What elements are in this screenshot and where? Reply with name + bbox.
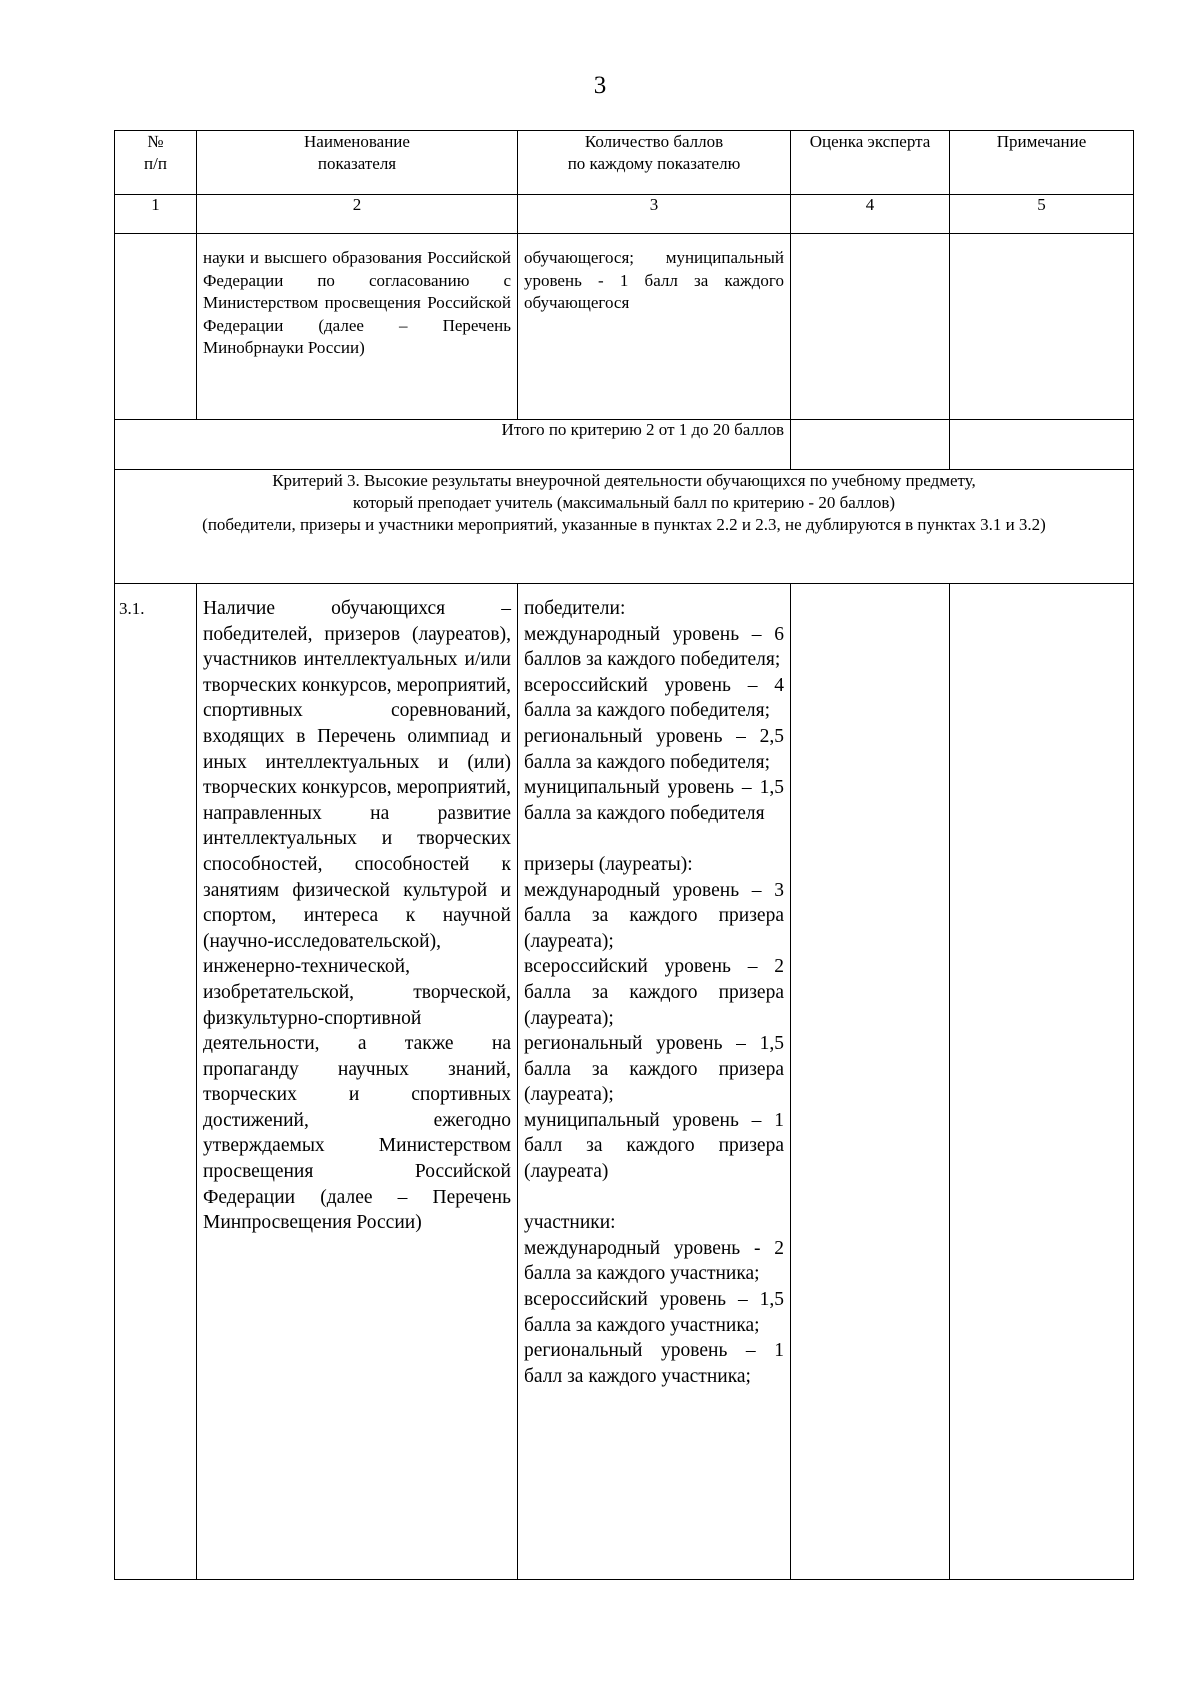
winners-title: победители: <box>524 598 626 619</box>
total-expert-cell <box>791 420 950 470</box>
header-number: № п/п <box>115 131 197 195</box>
column-numbers-row <box>115 195 1134 234</box>
participants-international: международный уровень - 2 балла за каждого участника; <box>524 1237 784 1285</box>
winners-regional: региональный уровень – 2,5 балла за каждого победителя; <box>524 725 784 773</box>
total-row <box>115 420 1134 470</box>
header-points: Количество баллов по каждому показателю <box>518 131 791 195</box>
prizewinners-regional: региональный уровень – 1,5 балла за каждого призера (лауреата); <box>524 1033 784 1106</box>
winners-national: всероссийский уровень – 4 балла за каждого победителя; <box>524 674 784 722</box>
row-3-1-note-cell <box>950 584 1134 1580</box>
row-3-1-indicator-cell <box>197 584 518 1580</box>
prizewinners-national: всероссийский уровень – 2 балла за каждого призера (лауреата); <box>524 956 784 1029</box>
column-number-4: 4 <box>791 195 950 234</box>
criterion-3-row <box>115 470 1134 584</box>
column-number-2: 2 <box>197 195 518 234</box>
winners-municipal: муниципальный уровень – 1,5 балла за каждого победителя <box>524 777 784 824</box>
column-number-1: 1 <box>115 195 197 234</box>
header-expert-score: Оценка эксперта <box>791 131 950 195</box>
prizewinners-title: призеры (лауреаты): <box>524 853 693 875</box>
row-3-1 <box>115 584 1134 1580</box>
continuation-row <box>115 234 1134 420</box>
header-indicator-name: Наименование показателя <box>197 131 518 195</box>
winners-international: международный уровень – 6 баллов за каждого победителя; <box>524 623 784 671</box>
header-note: Примечание <box>950 131 1134 195</box>
prizewinners-municipal: муниципальный уровень – 1 балл за каждого призера (лауреата) <box>524 1109 784 1183</box>
row-3-1-number: 3.1. <box>119 599 145 618</box>
criterion-3-heading: Критерий 3. Высокие результаты внеурочной деятельности обучающихся по учебному предмету, который преподает учитель (максимальный балл по критерию - 20 баллов) (победители, призеры и участники мероприятий, указанные в пунктах 2.2 и 2.3, не дублируются в пунктах 3.1 и 3.2) <box>115 470 1134 584</box>
column-number-3: 3 <box>518 195 791 234</box>
continuation-number-cell <box>115 234 197 420</box>
prizewinners-international: международный уровень – 3 балла за каждого призера (лауреата); <box>524 879 784 952</box>
continuation-note-cell <box>950 234 1134 420</box>
table-header-row <box>115 131 1134 195</box>
column-number-5: 5 <box>950 195 1134 234</box>
continuation-expert-cell <box>791 234 950 420</box>
continuation-points-text: обучающегося; муниципальный уровень - 1 балл за каждого обучающегося <box>524 248 784 312</box>
participants-regional: региональный уровень – 1 балл за каждого участника; <box>524 1340 784 1387</box>
continuation-indicator-text: науки и высшего образования Российской Федерации по согласованию с Министерством просвещения Российской Федерации (далее – Перечень Минобрнауки России) <box>203 248 511 357</box>
total-note-cell <box>950 420 1134 470</box>
total-label: Итого по критерию 2 от 1 до 20 баллов <box>115 420 791 470</box>
row-3-1-expert-cell <box>791 584 950 1580</box>
participants-title: участники: <box>524 1212 616 1234</box>
row-3-1-points-cell <box>518 584 791 1580</box>
row-3-1-points <box>518 584 790 1389</box>
criteria-table <box>114 130 1134 1580</box>
participants-national: всероссийский уровень – 1,5 балла за каждого участника; <box>524 1289 784 1336</box>
page-number: 3 <box>593 72 607 99</box>
continuation-indicator-cell <box>197 234 518 420</box>
continuation-points-cell <box>518 234 791 420</box>
row-3-1-number-cell <box>115 584 197 1580</box>
row-3-1-indicator-text: Наличие обучающихся – победителей, призеров (лауреатов), участников интеллектуальных и/или творческих конкурсов, мероприятий, спортивных соревнований, входящих в Перечень олимпиад и иных интеллектуальных и (или) творческих конкурсов, мероприятий, направленных на развитие интеллектуальных и творческих способностей, способностей к занятиям физической культурой и спортом, интереса к научной (научно-исследовательской), инженерно-технической, изобретательской, творческой, физкультурно-спортивной деятельности, а также на пропаганду научных знаний, творческих и спортивных достижений, ежегодно утверждаемых Министерством просвещения Российской Федерации (далее – Перечень Минпросвещения России) <box>203 598 511 1234</box>
